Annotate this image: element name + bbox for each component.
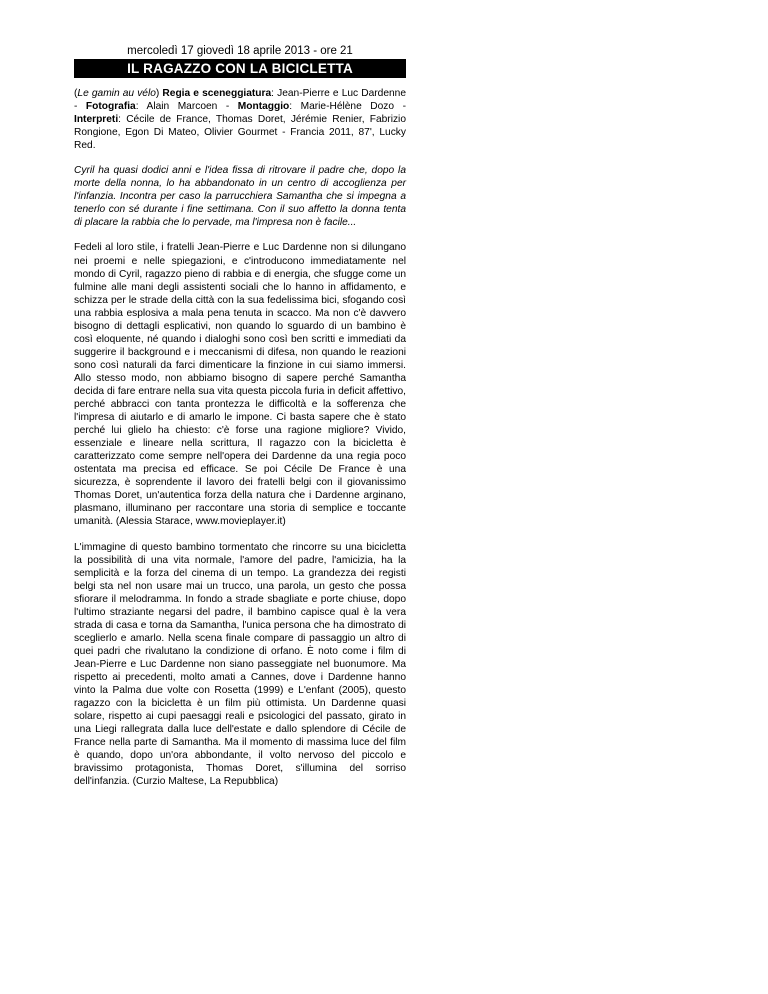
credits-open-paren: ( [74,88,78,99]
film-title: IL RAGAZZO CON LA BICICLETTA [74,59,406,78]
synopsis-paragraph: Cyril ha quasi dodici anni e l'idea fissa di ritrovare il padre che, dopo la morte della nonna, lo ha abbandonato in un centro di accoglienza per l'infanzia. Incontra per caso la parrucchiera Samantha che si impegna a tenerlo con sé durante i fine settimana. Con il suo affetto la donna tenta di placare la rabbia che lo pervade, ma l'impresa non è facile... [74,165,406,229]
regia-value: : Jean-Pierre e Luc Dardenne - [74,88,406,113]
credits-close-paren: ) [155,88,163,99]
montaggio-value: : Marie-Hélène Dozo - [289,101,406,113]
interpreti-value: : Cécile de France, Thomas Doret, Jérémie Renier, Fabrizio Rongione, Egon Di Mateo, Olivier Gourmet - Francia 2011, 87', Lucky Red. [74,114,406,152]
review-paragraph-maltese: L'immagine di questo bambino tormentato che rincorre su una bicicletta la possibilità di una vita normale, l'amore del padre, l'amicizia, ha la semplicità e la forza del cinema di un tempo. La grandezza dei registi belgi sta nel non usare mai un trucco, una parola, un gesto che possa sfiorare il melodramma. In fondo a strade sbagliate e porte chiuse, dopo l'ultimo straziante negarsi del padre, il bambino capisce qual è la vera strada di casa e torna da Samantha, l'unica persona che ha dimostrato di sceglierlo e amarlo. Nella scena finale compare di passaggio un altro di quei padri che rivalutano la condizione di orfano. È noto come i film di Jean-Pierre e Luc Dardenne non siano passeggiate nel buonumore. Ma rispetto ai precedenti, molto amati a Cannes, dove i Dardenne hanno vinto la Palma due volte con Rosetta (1999) e L'enfant (2005), questo ragazzo con la bicicletta è un film più ottimista. Un Dardenne quasi solare, rispetto ai cupi paesaggi reali e psicologici del passato, girato in una Liegi rallegrata dalla luce dell'estate e dallo splendore di Cécile de France nella parte di Samantha. Ma il momento di massima luce del film è quando, dopo un'ora abbondante, il volto nervoso del piccolo e bravissimo protagonista, Thomas Doret, s'illumina del sorriso dell'infanzia. (Curzio Maltese, La Repubblica) [74,541,406,788]
original-title: Le gamin au vélo [77,88,156,99]
film-sheet [74,44,406,800]
regia-label: Regia e sceneggiatura [162,88,272,99]
montaggio-label: Montaggio [237,101,290,113]
fotografia-value: : Alain Marcoen - [135,101,238,113]
review-paragraph-starace: Fedeli al loro stile, i fratelli Jean-Pierre e Luc Dardenne non si dilungano nei proemi e nelle spiegazioni, e c'introducono immediatamente nel mondo di Cyril, ragazzo pieno di rabbia e di energia, che sfugge come un fulmine alle mani degli assistenti sociali che lo hanno in affidamento, e schizza per le strade della città con la sua fedelissima bici, sfogando così una rabbia esplosiva a mala pena tenuta in scacco. Ma non c'è davvero bisogno di dettagli esplicativi, non quando lo sguardo di un bambino è così eloquente, né quando i dialoghi sono così ben scritti e immediati da suggerire il background e i meccanismi di difesa, non quando le reazioni sono così naturali da farci dimenticare la finzione in cui siamo immersi. Allo stesso modo, non abbiamo bisogno di sapere perché Samantha decida di fare entrare nella sua vita questa piccola furia in deficit affettivo, perché abbracci con tanta prontezza le difficoltà e la sofferenza che l'impresa di aiutarlo e di amarlo le impone. Ci basta sapere che è stato perché lui glielo ha chiesto: c'è forse una ragione migliore? Vivido, essenziale e lineare nella scrittura, Il ragazzo con la bicicletta è caratterizzato come sempre nell'opera dei Dardenne da una regia poco ostentata ma precisa ed efficace. Se poi Cécile De France è una sicurezza, è soprendente il lavoro dei fratelli belgi con il giovanissimo Thomas Doret, un'autentica forza della natura che i Dardenne arginano, plasmano, illuminano per raccontare una storia di semplice e toccante umanità. (Alessia Starace, www.movieplayer.it) [74,242,406,528]
fotografia-label: Fotografia [85,101,136,113]
interpreti-label: Interpreti [74,114,119,126]
screening-date: mercoledì 17 giovedì 18 aprile 2013 - ore 21 [127,45,353,57]
credits-paragraph [74,87,406,152]
